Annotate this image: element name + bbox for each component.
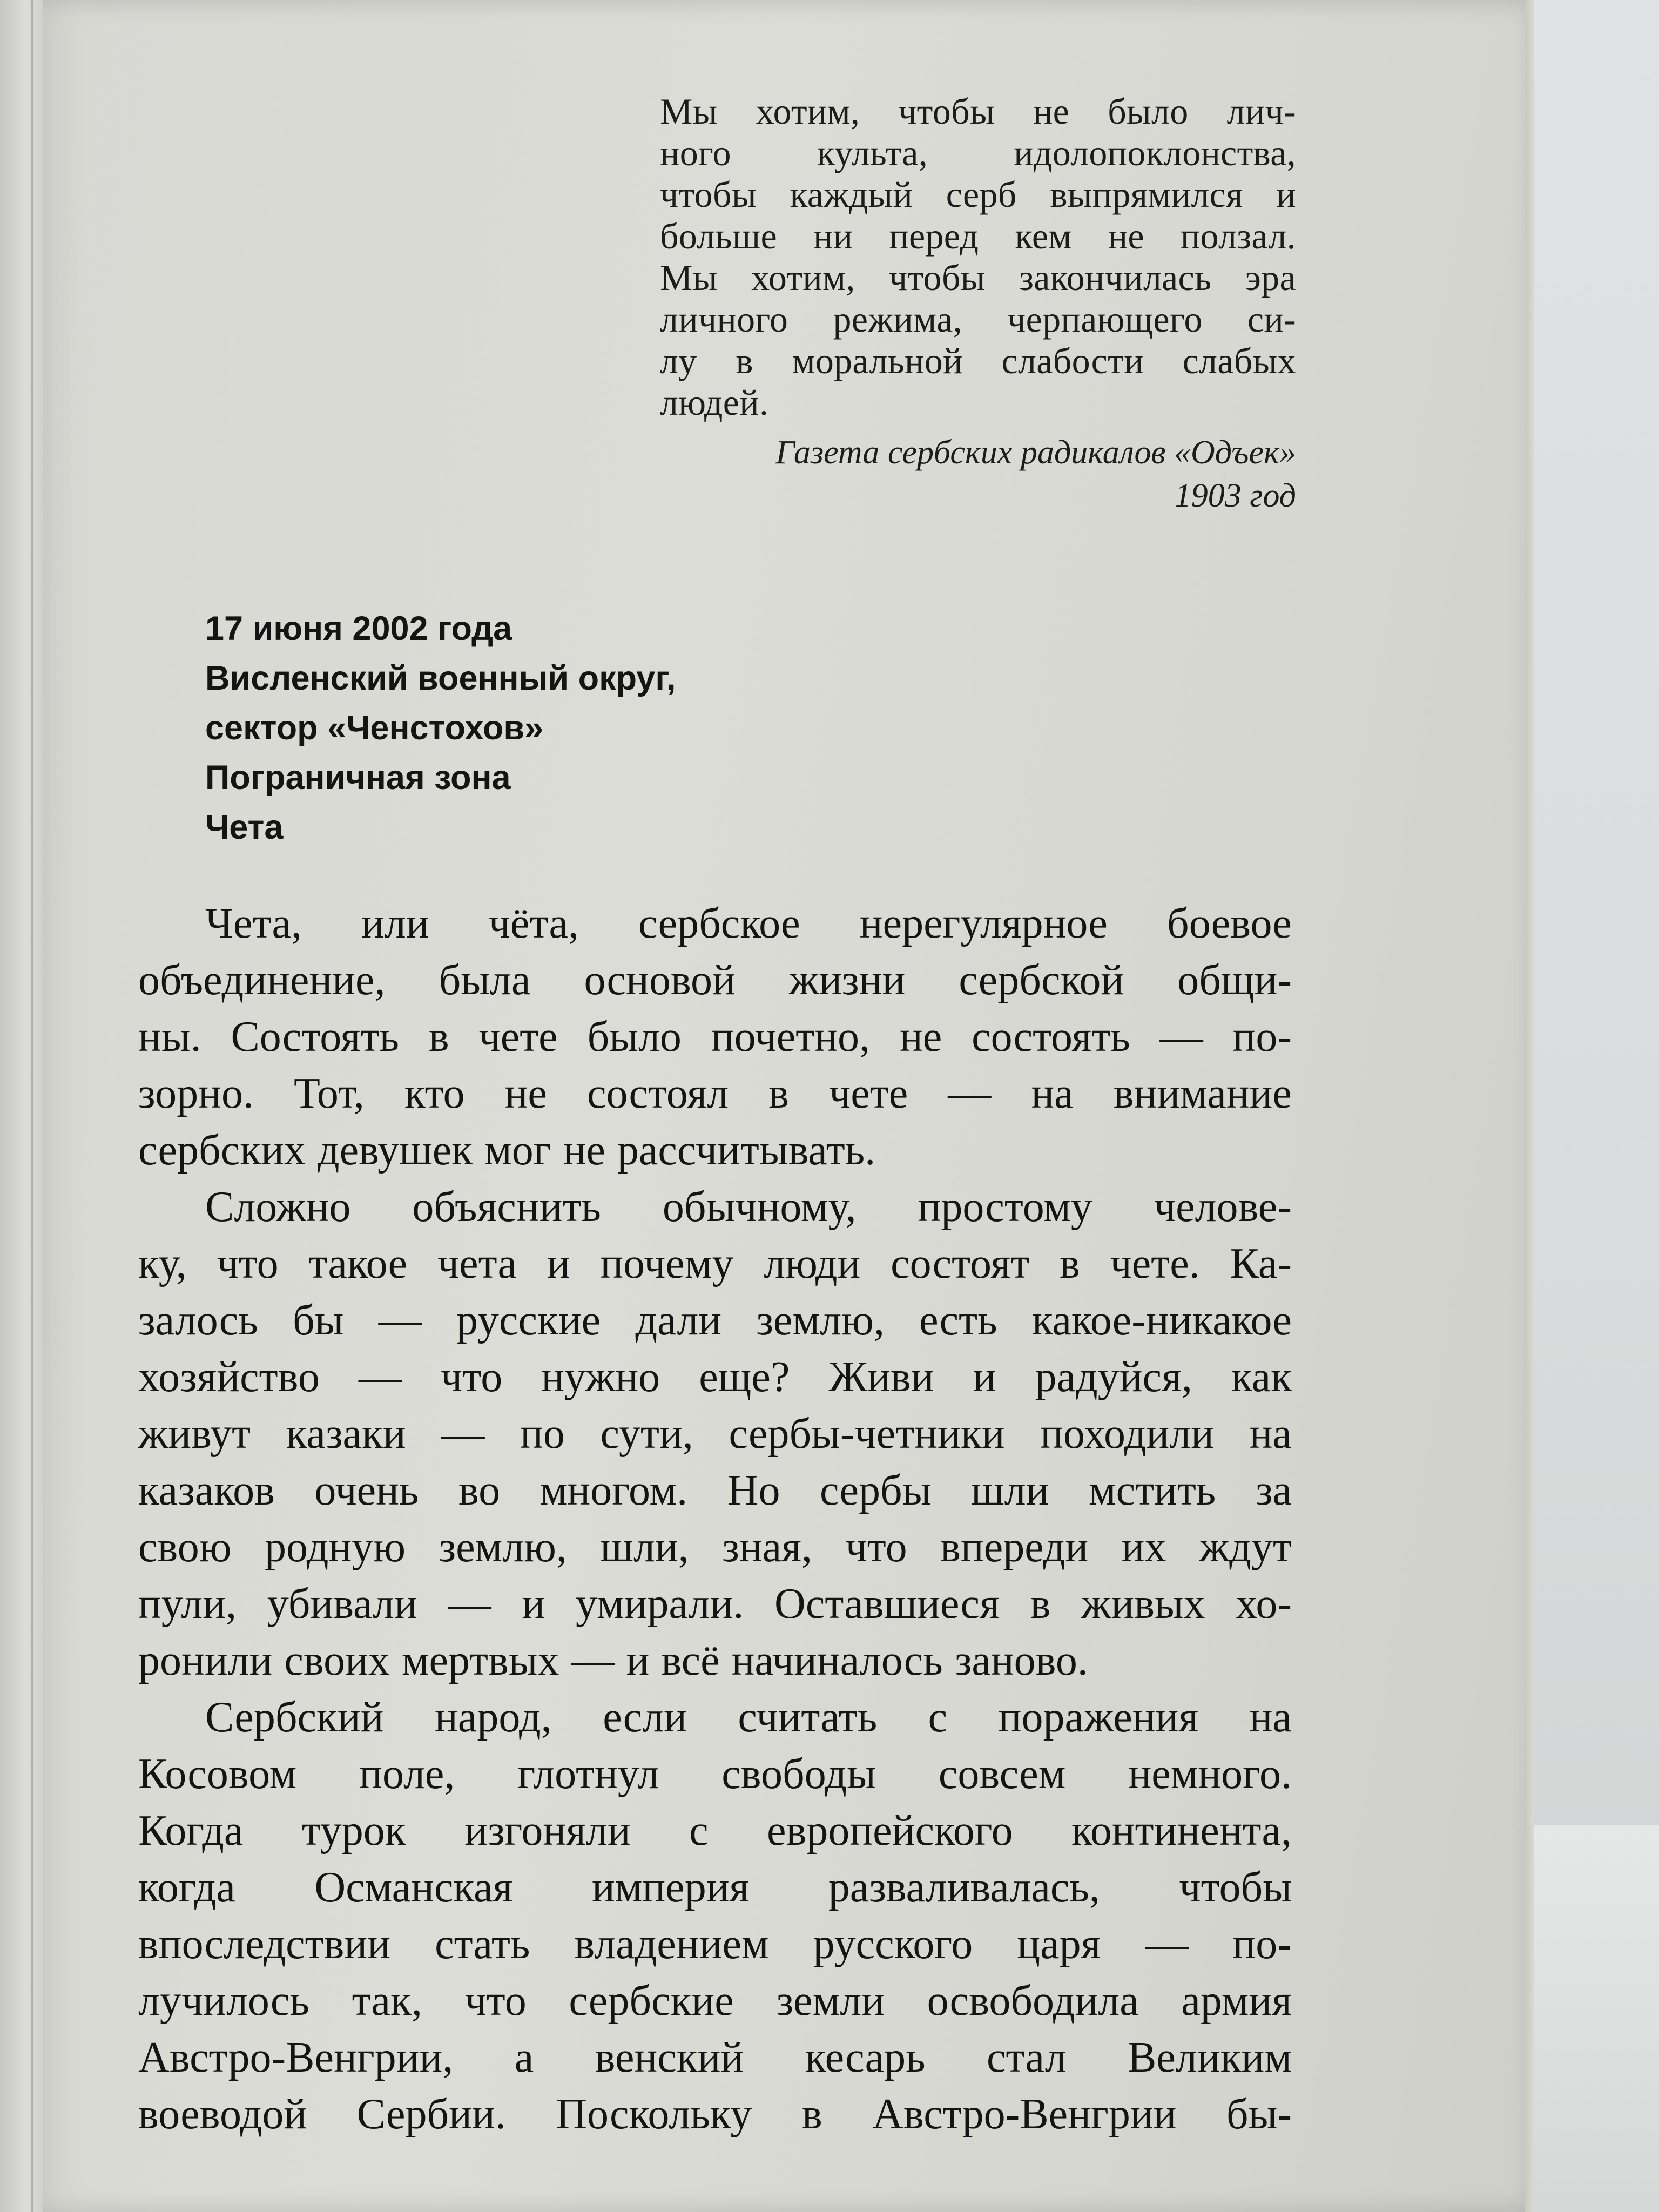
- word: свободы: [721, 1750, 876, 1798]
- word: стал: [987, 2034, 1067, 2081]
- text-line: [138, 1122, 1292, 1179]
- word: закончилась: [1019, 257, 1212, 298]
- word: в: [1030, 1580, 1051, 1628]
- text-line: [138, 1576, 1292, 1633]
- text-line: [138, 1236, 1292, 1292]
- word: умирали.: [575, 1580, 744, 1628]
- word: континента,: [1071, 1807, 1292, 1854]
- word: или: [361, 900, 429, 947]
- word: всё: [661, 1637, 720, 1684]
- text-line: [138, 1519, 1292, 1576]
- word: ползал.: [1180, 215, 1296, 257]
- word: —: [378, 1297, 422, 1344]
- word: Живи: [828, 1353, 934, 1401]
- epigraph-line: [660, 340, 1296, 382]
- text-line: [138, 1916, 1292, 1973]
- chapter-header: [205, 604, 676, 852]
- word: обычному,: [662, 1183, 857, 1231]
- word: ку,: [138, 1240, 187, 1287]
- word: не: [1108, 215, 1144, 257]
- word: Сложно: [205, 1183, 351, 1231]
- word: Косовом: [138, 1750, 297, 1798]
- word: многом.: [539, 1467, 688, 1514]
- word: землю,: [439, 1523, 567, 1571]
- word: Когда: [138, 1807, 244, 1854]
- text-line: [138, 1859, 1292, 1916]
- epigraph-line: [660, 382, 1296, 423]
- word: начиналось: [731, 1637, 943, 1684]
- word: сербской: [959, 956, 1124, 1004]
- word: бы-: [1226, 2090, 1292, 2138]
- word: освободила: [927, 1977, 1139, 2025]
- word: чтобы: [660, 174, 757, 215]
- word: чёта,: [488, 900, 579, 947]
- word: каждый: [790, 174, 913, 215]
- word: —: [448, 1580, 491, 1628]
- word: выпрямился: [1050, 174, 1243, 215]
- word: европейского: [767, 1807, 1013, 1854]
- word: слабых: [1182, 340, 1296, 381]
- word: Состоять: [231, 1013, 399, 1061]
- word: изгоняли: [464, 1807, 631, 1854]
- word: что: [464, 1977, 527, 2025]
- word: в: [1060, 1240, 1080, 1287]
- epigraph-source-title: Газета сербских радикалов «Одъек»: [775, 434, 1296, 471]
- text-line: [138, 952, 1292, 1009]
- word: лу: [660, 340, 697, 381]
- word: почетно,: [711, 1013, 871, 1061]
- word: чета: [437, 1240, 517, 1287]
- word: черпающего: [1007, 299, 1203, 340]
- word: венский: [595, 2034, 744, 2081]
- word: а: [514, 2034, 534, 2081]
- paragraph: [138, 1179, 1292, 1689]
- word: по-: [1232, 1013, 1292, 1061]
- word: казаков: [138, 1467, 275, 1514]
- word: еще?: [699, 1353, 790, 1401]
- word: ного: [660, 132, 731, 173]
- word: почему: [600, 1240, 734, 1287]
- word: пули,: [138, 1580, 237, 1628]
- word: —: [441, 1410, 485, 1458]
- word: совсем: [938, 1750, 1066, 1798]
- word: нужно: [541, 1353, 660, 1401]
- word: чтобы: [898, 91, 995, 132]
- word: зная,: [722, 1523, 812, 1571]
- text-line: [138, 1179, 1292, 1236]
- word: походили: [1040, 1410, 1214, 1458]
- word: сути,: [600, 1410, 693, 1458]
- word: в: [768, 1070, 789, 1117]
- word: объяснить: [412, 1183, 601, 1231]
- word: не: [899, 1013, 942, 1061]
- word: кем: [1015, 215, 1072, 257]
- epigraph: [660, 91, 1296, 517]
- word: чтобы: [888, 257, 986, 298]
- word: си-: [1247, 299, 1296, 340]
- word: такое: [308, 1240, 408, 1287]
- word: мертвых: [401, 1637, 559, 1684]
- text-line: [138, 2086, 1292, 2143]
- word: во: [458, 1467, 501, 1514]
- word: сербских: [138, 1127, 306, 1174]
- text-line: [138, 1009, 1292, 1065]
- word: дали: [635, 1297, 722, 1344]
- word: своих: [284, 1637, 390, 1684]
- text-line: [138, 1065, 1292, 1122]
- word: шли,: [600, 1523, 689, 1571]
- word: была: [439, 956, 531, 1004]
- word: какое-никакое: [1031, 1297, 1292, 1344]
- word: не: [504, 1070, 547, 1117]
- word: в: [736, 340, 753, 381]
- word: армия: [1181, 1977, 1292, 2025]
- word: состоять: [972, 1013, 1130, 1061]
- word: заново.: [954, 1637, 1088, 1684]
- word: челове-: [1154, 1183, 1292, 1231]
- word: простому: [918, 1183, 1092, 1231]
- word: мог: [484, 1127, 551, 1174]
- word: сербское: [638, 900, 800, 947]
- word: было: [587, 1013, 682, 1061]
- chapter-sector: сектор «Ченстохов»: [205, 709, 544, 747]
- word: Оставшиеся: [774, 1580, 1000, 1628]
- word: сербы-четники: [729, 1410, 1005, 1458]
- word: с: [689, 1807, 709, 1854]
- word: кто: [404, 1070, 465, 1117]
- word: Османская: [314, 1864, 513, 1911]
- word: чете.: [1110, 1240, 1200, 1287]
- word: воеводой: [138, 2090, 307, 2138]
- epigraph-line: [660, 132, 1296, 174]
- word: основой: [584, 956, 736, 1004]
- word: считать: [738, 1694, 878, 1741]
- text-line: [138, 1689, 1292, 1746]
- word: сербы: [820, 1467, 932, 1514]
- text-line: [138, 1633, 1292, 1689]
- word: девушек: [317, 1127, 473, 1174]
- word: свою: [138, 1523, 232, 1571]
- word: Поскольку: [556, 2090, 752, 2138]
- word: владением: [574, 1920, 769, 1968]
- word: русские: [456, 1297, 601, 1344]
- word: в: [428, 1013, 449, 1061]
- word: слабости: [1001, 340, 1144, 381]
- word: залось: [138, 1297, 258, 1344]
- word: —: [358, 1353, 402, 1401]
- text-line: [138, 895, 1292, 952]
- word: есть: [919, 1297, 997, 1344]
- word: если: [603, 1694, 687, 1741]
- word: нерегулярное: [859, 900, 1108, 947]
- word: моральной: [792, 340, 963, 381]
- word: ни: [813, 215, 853, 257]
- epigraph-line: [660, 215, 1296, 257]
- word: Австро-Венгрии: [872, 2090, 1177, 2138]
- word: и: [522, 1580, 545, 1628]
- text-line: [138, 1292, 1292, 1349]
- word: было: [1108, 91, 1189, 132]
- word: бы: [293, 1297, 344, 1344]
- word: за: [1255, 1467, 1292, 1514]
- word: их: [1121, 1523, 1166, 1571]
- word: впереди: [940, 1523, 1089, 1571]
- word: народ,: [435, 1694, 552, 1741]
- text-line: [138, 1973, 1292, 2029]
- word: когда: [138, 1864, 235, 1911]
- word: по-: [1232, 1920, 1292, 1968]
- word: лучилось: [138, 1977, 309, 2025]
- word: состоят: [891, 1240, 1030, 1287]
- word: идолопоклонства,: [1014, 132, 1296, 173]
- word: больше: [660, 215, 777, 257]
- word: Мы: [660, 257, 718, 298]
- word: разваливалась,: [828, 1864, 1100, 1911]
- word: впоследствии: [138, 1920, 391, 1968]
- word: как: [1231, 1353, 1292, 1401]
- word: боевое: [1167, 900, 1292, 947]
- word: родную: [265, 1523, 406, 1571]
- word: очень: [314, 1467, 419, 1514]
- word: —: [948, 1070, 992, 1117]
- word: культа,: [817, 132, 928, 173]
- word: люди: [764, 1240, 861, 1287]
- word: чтобы: [1179, 1864, 1292, 1911]
- chapter-district: Висленский военный округ,: [205, 659, 676, 697]
- word: хо-: [1236, 1580, 1292, 1628]
- word: чете: [829, 1070, 908, 1117]
- epigraph-line: [660, 257, 1296, 299]
- word: с: [928, 1694, 948, 1741]
- word: поражения: [998, 1694, 1199, 1741]
- word: жизни: [788, 956, 906, 1004]
- body-text: [138, 895, 1292, 2143]
- word: шли: [971, 1467, 1049, 1514]
- word: хотим,: [751, 257, 855, 298]
- word: —: [571, 1637, 615, 1684]
- word: —: [1159, 1013, 1203, 1061]
- word: —: [1145, 1920, 1189, 1968]
- word: на: [1249, 1410, 1292, 1458]
- word: русского: [813, 1920, 973, 1968]
- word: Ка-: [1230, 1240, 1292, 1287]
- word: внимание: [1113, 1070, 1292, 1117]
- word: чете: [478, 1013, 558, 1061]
- word: хозяйство: [138, 1353, 320, 1401]
- word: мстить: [1088, 1467, 1216, 1514]
- text-line: [138, 1406, 1292, 1462]
- word: живут: [138, 1410, 251, 1458]
- text-line: [138, 1349, 1292, 1406]
- word: Австро-Венгрии,: [138, 2034, 454, 2081]
- word: что: [441, 1353, 503, 1401]
- paragraph: [138, 895, 1292, 1179]
- word: что: [217, 1240, 279, 1287]
- word: Сербии.: [356, 2090, 506, 2138]
- word: общи-: [1177, 956, 1292, 1004]
- word: объединение,: [138, 956, 386, 1004]
- word: Но: [727, 1467, 780, 1514]
- text-line: [138, 1462, 1292, 1519]
- chapter-date: 17 июня 2002 года: [205, 610, 512, 648]
- word: стать: [435, 1920, 530, 1968]
- word: Мы: [660, 91, 718, 132]
- word: на: [1031, 1070, 1074, 1117]
- paragraph: [138, 1689, 1292, 2143]
- word: убивали: [267, 1580, 417, 1628]
- word: Чета,: [205, 900, 302, 947]
- word: землю,: [756, 1297, 885, 1344]
- spine-line: [31, 0, 33, 2212]
- word: так,: [352, 1977, 422, 2025]
- word: личного: [660, 299, 788, 340]
- word: и: [973, 1353, 996, 1401]
- text-line: [138, 1803, 1292, 1859]
- word: состоял: [587, 1070, 729, 1117]
- word: и: [547, 1240, 570, 1287]
- word: и: [1276, 174, 1296, 215]
- word: и: [626, 1637, 650, 1684]
- word: поле,: [359, 1750, 455, 1798]
- word: живых: [1081, 1580, 1205, 1628]
- text-line: [138, 2029, 1292, 2086]
- word: царя: [1017, 1920, 1101, 1968]
- word: радуйся,: [1035, 1353, 1192, 1401]
- word: не: [563, 1127, 605, 1174]
- word: немного.: [1128, 1750, 1292, 1798]
- word: хотим,: [756, 91, 860, 132]
- word: серб: [946, 174, 1017, 215]
- word: на: [1249, 1694, 1292, 1741]
- word: рассчитывать.: [617, 1127, 876, 1174]
- previous-page-edge: [0, 0, 43, 2212]
- word: по: [520, 1410, 565, 1458]
- word: лич-: [1226, 91, 1296, 132]
- word: эра: [1245, 257, 1296, 298]
- chapter-zone: Пограничная зона: [205, 759, 511, 797]
- word: ждут: [1199, 1523, 1292, 1571]
- epigraph-source-year: 1903 год: [1174, 477, 1296, 514]
- word: земли: [776, 1977, 885, 2025]
- text-line: [138, 1746, 1292, 1803]
- word: режима,: [833, 299, 962, 340]
- chapter-title: Чета: [205, 808, 284, 846]
- word: в: [801, 2090, 822, 2138]
- epigraph-line: [660, 91, 1296, 132]
- word: ны.: [138, 1013, 201, 1061]
- epigraph-line: [660, 299, 1296, 340]
- word: не: [1033, 91, 1070, 132]
- word: перед: [889, 215, 979, 257]
- word: Великим: [1128, 2034, 1292, 2081]
- epigraph-source: [660, 431, 1296, 517]
- word: что: [845, 1523, 907, 1571]
- word: сербские: [569, 1977, 734, 2025]
- word: ронили: [138, 1637, 273, 1684]
- word: глотнул: [517, 1750, 659, 1798]
- word: людей.: [660, 382, 769, 423]
- word: турок: [301, 1807, 406, 1854]
- backdrop-shelf: [1534, 1825, 1659, 2212]
- epigraph-line: [660, 174, 1296, 215]
- word: Сербский: [205, 1694, 384, 1741]
- word: кесарь: [805, 2034, 926, 2081]
- word: империя: [591, 1864, 750, 1911]
- word: зорно.: [138, 1070, 254, 1117]
- word: казаки: [286, 1410, 406, 1458]
- word: Тот,: [294, 1070, 365, 1117]
